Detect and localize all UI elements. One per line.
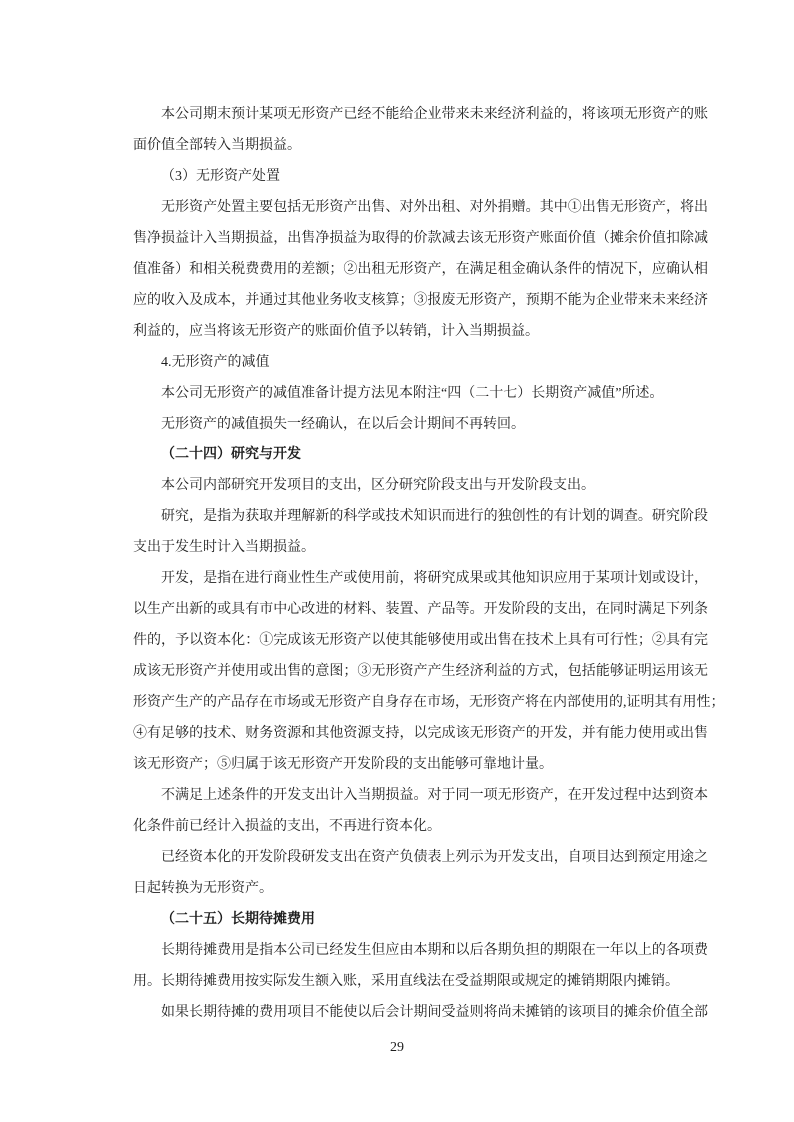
- text-line: 本公司无形资产的减值准备计提方法见本附注“四（二十七）长期资产减值”所述。: [161, 385, 664, 401]
- text-line: 日起转换为无形资产。: [133, 880, 273, 896]
- text-line: ④有足够的技术、财务资源和其他资源支持，以完成该无形资产的开发，并有能力使用或出售: [133, 726, 708, 741]
- text-line: 支出于发生时计入当期损益。: [133, 540, 315, 556]
- text-line: 如果长期待摊的费用项目不能使以后会计期间受益则将尚未摊销的该项目的摊余价值全部: [161, 1004, 708, 1020]
- text-line: 值准备）和相关税费费用的差额；②出租无形资产，在满足租金确认条件的情况下，应确认相: [133, 261, 708, 277]
- text-line: 应的收入及成本，并通过其他业务收支核算；③报废无形资产，预期不能为企业带来未来经济: [133, 292, 708, 308]
- text-line: 本公司内部研究开发项目的支出，区分研究阶段支出与开发阶段支出。: [161, 478, 595, 494]
- text-line: 成该无形资产并使用或出售的意图；③无形资产产生经济利益的方式，包括能够证明运用该无: [133, 664, 708, 680]
- text-line: 无形资产处置主要包括无形资产出售、对外出租、对外捐赠。其中①出售无形资产，将出: [161, 199, 708, 215]
- text-line: 不满足上述条件的开发支出计入当期损益。对于同一项无形资产，在开发过程中达到资本: [161, 787, 708, 803]
- text-line: （二十五）长期待摊费用: [161, 911, 315, 927]
- text-line: （3）无形资产处置: [161, 168, 280, 184]
- text-line: 利益的，应当将该无形资产的账面价值予以转销，计入当期损益。: [133, 323, 539, 339]
- text-line: 本公司期末预计某项无形资产已经不能给企业带来未来经济利益的，将该项无形资产的账: [161, 107, 708, 122]
- text-line: 该无形资产；⑤归属于该无形资产开发阶段的支出能够可靠地计量。: [133, 756, 553, 772]
- text-line: 形资产生产的产品存在市场或无形资产自身存在市场，无形资产将在内部使用的,证明其有用性；: [133, 695, 725, 711]
- text-line: 研究，是指为获取并理解新的科学或技术知识而进行的独创性的有计划的调查。研究阶段: [161, 509, 708, 525]
- text-line: 无形资产的减值损失一经确认，在以后会计期间不再转回。: [161, 416, 525, 432]
- text-line: 已经资本化的开发阶段研发支出在资产负债表上列示为开发支出，自项目达到预定用途之: [161, 849, 708, 865]
- text-line: 售净损益计入当期损益，出售净损益为取得的价款减去该无形资产账面价值（摊余价值扣除减: [133, 230, 708, 246]
- text-line: （二十四）研究与开发: [161, 447, 301, 463]
- text-line: 件的，予以资本化：①完成该无形资产以使其能够使用或出售在技术上具有可行性；②具有完: [133, 633, 708, 649]
- text-line: 用。长期待摊费用按实际发生额入账，采用直线法在受益期限或规定的摊销期限内摊销。: [133, 973, 679, 989]
- text-line: 长期待摊费用是指本公司已经发生但应由本期和以后各期负担的期限在一年以上的各项费: [161, 942, 708, 958]
- text-line: 开发，是指在进行商业性生产或使用前，将研究成果或其他知识应用于某项计划或设计，: [161, 571, 708, 587]
- text-line: 以生产出新的或具有市中心改进的材料、装置、产品等。开发阶段的支出，在同时满足下列条: [133, 602, 708, 618]
- text-line: 面价值全部转入当期损益。: [133, 137, 301, 153]
- page-number: 29: [390, 1040, 404, 1055]
- text-line: 化条件前已经计入损益的支出，不再进行资本化。: [133, 818, 441, 834]
- text-line: 4.无形资产的减值: [161, 354, 270, 370]
